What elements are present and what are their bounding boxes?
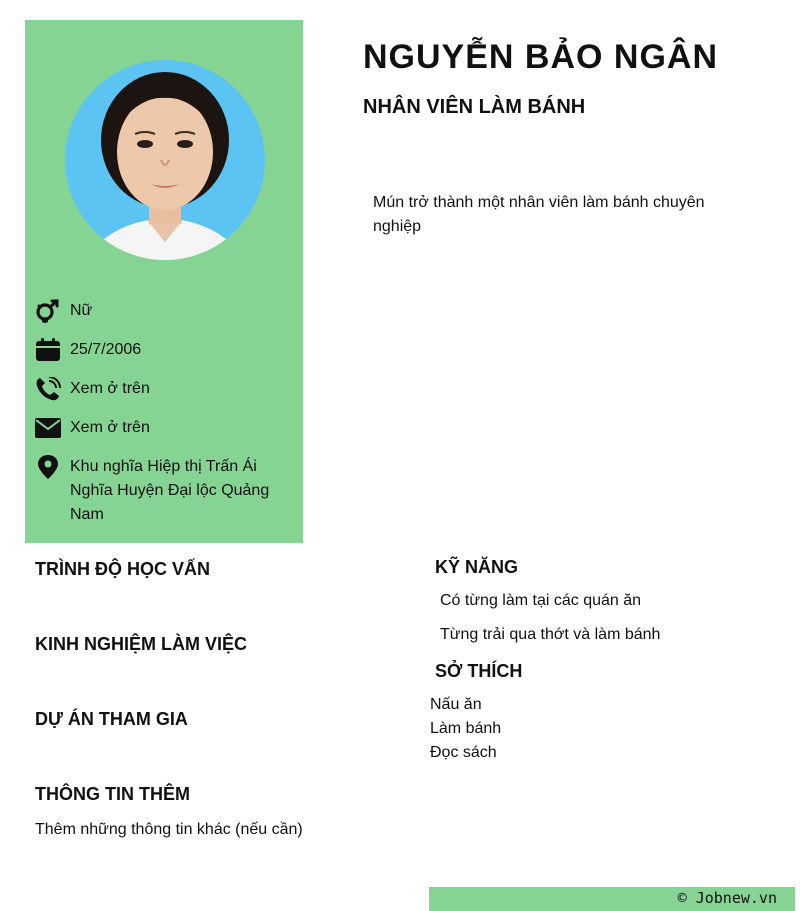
skill-item: Từng trải qua thớt và làm bánh bbox=[440, 626, 661, 643]
map-pin-icon bbox=[35, 455, 61, 479]
more-info-text: Thêm những thông tin khác (nếu cần) bbox=[35, 821, 303, 838]
skills-heading: KỸ NĂNG bbox=[435, 557, 519, 577]
candidate-name: NGUYỄN BẢO NGÂN bbox=[363, 38, 719, 76]
email-value: Xem ở trên bbox=[70, 419, 150, 436]
calendar-icon bbox=[35, 338, 61, 362]
avatar-photo bbox=[65, 60, 265, 260]
envelope-icon bbox=[35, 416, 61, 440]
hobbies-heading: SỞ THÍCH bbox=[435, 661, 523, 681]
hobby-item: Đọc sách bbox=[430, 744, 497, 761]
projects-heading: DỰ ÁN THAM GIA bbox=[35, 709, 188, 729]
gender-row bbox=[35, 299, 295, 323]
birthday-value: 25/7/2006 bbox=[70, 341, 142, 358]
footer-bar bbox=[429, 887, 795, 911]
gender-icon bbox=[35, 299, 61, 323]
job-title: NHÂN VIÊN LÀM BÁNH bbox=[363, 96, 586, 118]
phone-value: Xem ở trên bbox=[70, 380, 150, 397]
footer-credit: © Jobnew.vn bbox=[677, 889, 777, 907]
skill-item: Có từng làm tại các quán ăn bbox=[440, 592, 642, 609]
experience-heading: KINH NGHIỆM LÀM VIỆC bbox=[35, 634, 248, 654]
hobby-item: Nấu ăn bbox=[430, 696, 482, 713]
sidebar bbox=[25, 20, 303, 543]
birthday-row bbox=[35, 338, 295, 362]
email-row bbox=[35, 416, 295, 440]
phone-row bbox=[35, 377, 295, 401]
address-row bbox=[35, 455, 295, 527]
avatar bbox=[65, 60, 265, 260]
hobby-item: Làm bánh bbox=[430, 720, 502, 737]
more-info-heading: THÔNG TIN THÊM bbox=[35, 784, 190, 804]
phone-icon bbox=[35, 377, 61, 401]
career-objective: Mún trở thành một nhân viên làm bánh chuyên nghiệp bbox=[373, 194, 705, 235]
address-value: Khu nghĩa Hiệp thị Trấn Ái Nghĩa Huyện Đại lộc Quảng Nam bbox=[70, 458, 270, 523]
gender-value: Nữ bbox=[70, 302, 93, 319]
education-heading: TRÌNH ĐỘ HỌC VẤN bbox=[35, 559, 210, 579]
